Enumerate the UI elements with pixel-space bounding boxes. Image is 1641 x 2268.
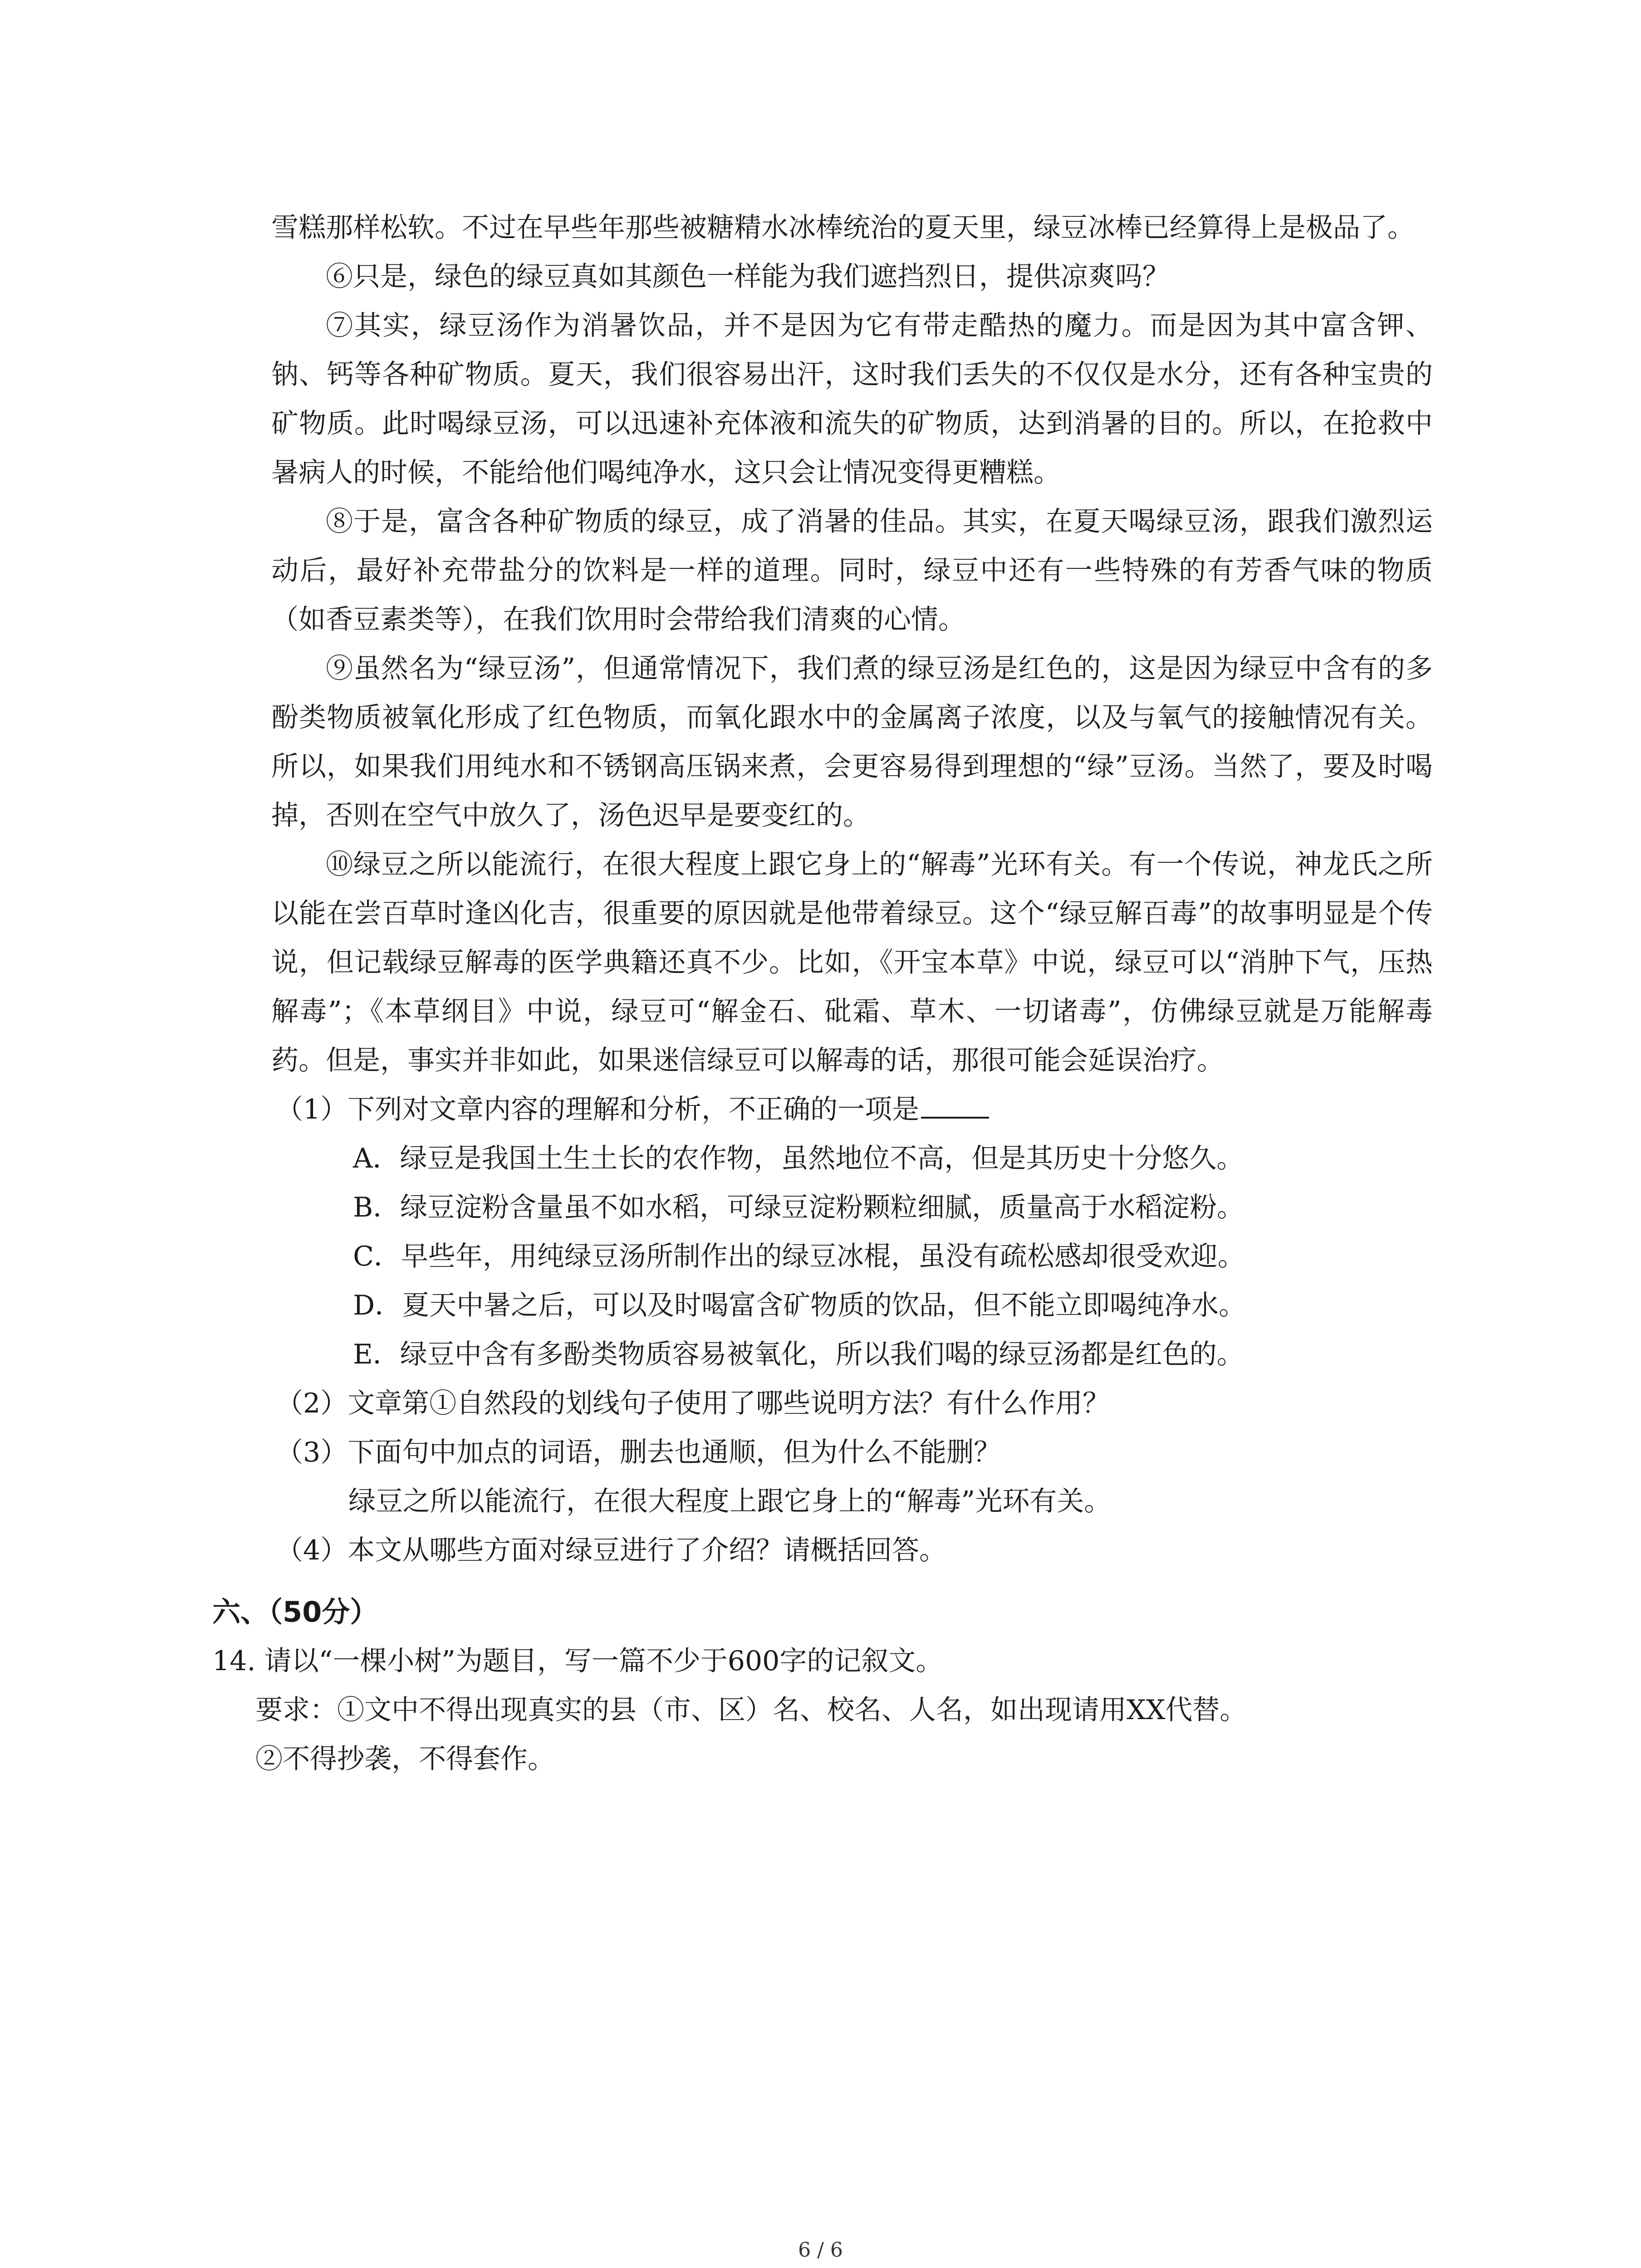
essay-requirement-2: ②不得抄袭，不得套作。 (255, 1743, 555, 1775)
passage-paragraph-6: ⑥只是，绿色的绿豆真如其颜色一样能为我们遮挡烈日，提供凉爽吗？ (326, 261, 1170, 293)
question-3-sentence: 绿豆之所以能流行，在很大程度上跟它身上的“解毒”光环有关。 (348, 1486, 1112, 1517)
passage-paragraph-8: ⑧于是，富含各种矿物质的绿豆，成了消暑的佳品。其实，在夏天喝绿豆汤，跟我们激烈运动后，最好补充带盐分的饮料是一样的道理。同时，绿豆中还有一些特殊的有芳香气味的物质（如香豆素类等），在我们饮用时会带给我们清爽的心情。 (271, 506, 1433, 635)
question-1-option-b: B．绿豆淀粉含量虽不如水稻，可绿豆淀粉颗粒细腻，质量高于水稻淀粉。 (353, 1192, 1244, 1223)
question-1 (271, 1085, 1433, 1134)
passage-paragraph-9: ⑨虽然名为“绿豆汤”，但通常情况下，我们煮的绿豆汤是红色的，这是因为绿豆中含有的多酚类物质被氧化形成了红色物质，而氧化跟水中的金属离子浓度，以及与氧气的接触情况有关。所以，如果我们用纯水和不锈钢高压锅来煮，会更容易得到理想的“绿”豆汤。当然了，要及时喝掉，否则在空气中放久了，汤色迟早是要变红的。 (271, 653, 1433, 831)
question-1-option-c: C．早些年，用纯绿豆汤所制作出的绿豆冰棍，虽没有疏松感却很受欢迎。 (353, 1241, 1245, 1272)
question-4: （4）本文从哪些方面对绿豆进行了介绍？请概括回答。 (276, 1535, 947, 1566)
question-1-option-a: A．绿豆是我国土生土长的农作物，虽然地位不高，但是其历史十分悠久。 (353, 1143, 1244, 1174)
question-1-text: （1）下列对文章内容的理解和分析，不正确的一项是 (276, 1094, 920, 1125)
question-1-option-d: D．夏天中暑之后，可以及时喝富含矿物质的饮品，但不能立即喝纯净水。 (353, 1290, 1246, 1321)
essay-task: 14. 请以“一棵小树”为题目，写一篇不少于600字的记叙文。 (212, 1645, 943, 1677)
question-3: （3）下面句中加点的词语，删去也通顺，但为什么不能删？ (276, 1437, 1001, 1468)
question-1-option-e: E．绿豆中含有多酚类物质容易被氧化，所以我们喝的绿豆汤都是红色的。 (353, 1339, 1244, 1370)
page-content (212, 203, 1433, 1784)
page-number: 6 / 6 (798, 2239, 843, 2262)
passage-paragraph-5-end: 雪糕那样松软。不过在早些年那些被糖精水冰棒统治的夏天里，绿豆冰棒已经算得上是极品了。 (271, 212, 1415, 244)
passage-paragraph-10: ⑩绿豆之所以能流行，在很大程度上跟它身上的“解毒”光环有关。有一个传说，神龙氏之所以能在尝百草时逢凶化吉，很重要的原因就是他带着绿豆。这个“绿豆解百毒”的故事明显是个传说，但记载绿豆解毒的医学典籍还真不少。比如，《开宝本草》中说，绿豆可以“消肿下气，压热解毒”；《本草纲目》中说，绿豆可“解金石、砒霜、草木、一切诸毒”，仿佛绿豆就是万能解毒药。但是，事实并非如此，如果迷信绿豆可以解毒的话，那很可能会延误治疗。 (271, 849, 1433, 1076)
question-2: （2）文章第①自然段的划线句子使用了哪些说明方法？有什么作用？ (276, 1388, 1110, 1419)
answer-blank (921, 1089, 989, 1119)
essay-requirement-1: 要求：①文中不得出现真实的县（市、区）名、校名、人名，如出现请用XX代替。 (255, 1694, 1247, 1726)
section-6-title: 六、（50分） (212, 1595, 378, 1628)
passage-paragraph-7: ⑦其实，绿豆汤作为消暑饮品，并不是因为它有带走酷热的魔力。而是因为其中富含钾、钠、钙等各种矿物质。夏天，我们很容易出汗，这时我们丢失的不仅仅是水分，还有各种宝贵的矿物质。此时喝绿豆汤，可以迅速补充体液和流失的矿物质，达到消暑的目的。所以，在抢救中暑病人的时候，不能给他们喝纯净水，这只会让情况变得更糟糕。 (271, 310, 1433, 489)
